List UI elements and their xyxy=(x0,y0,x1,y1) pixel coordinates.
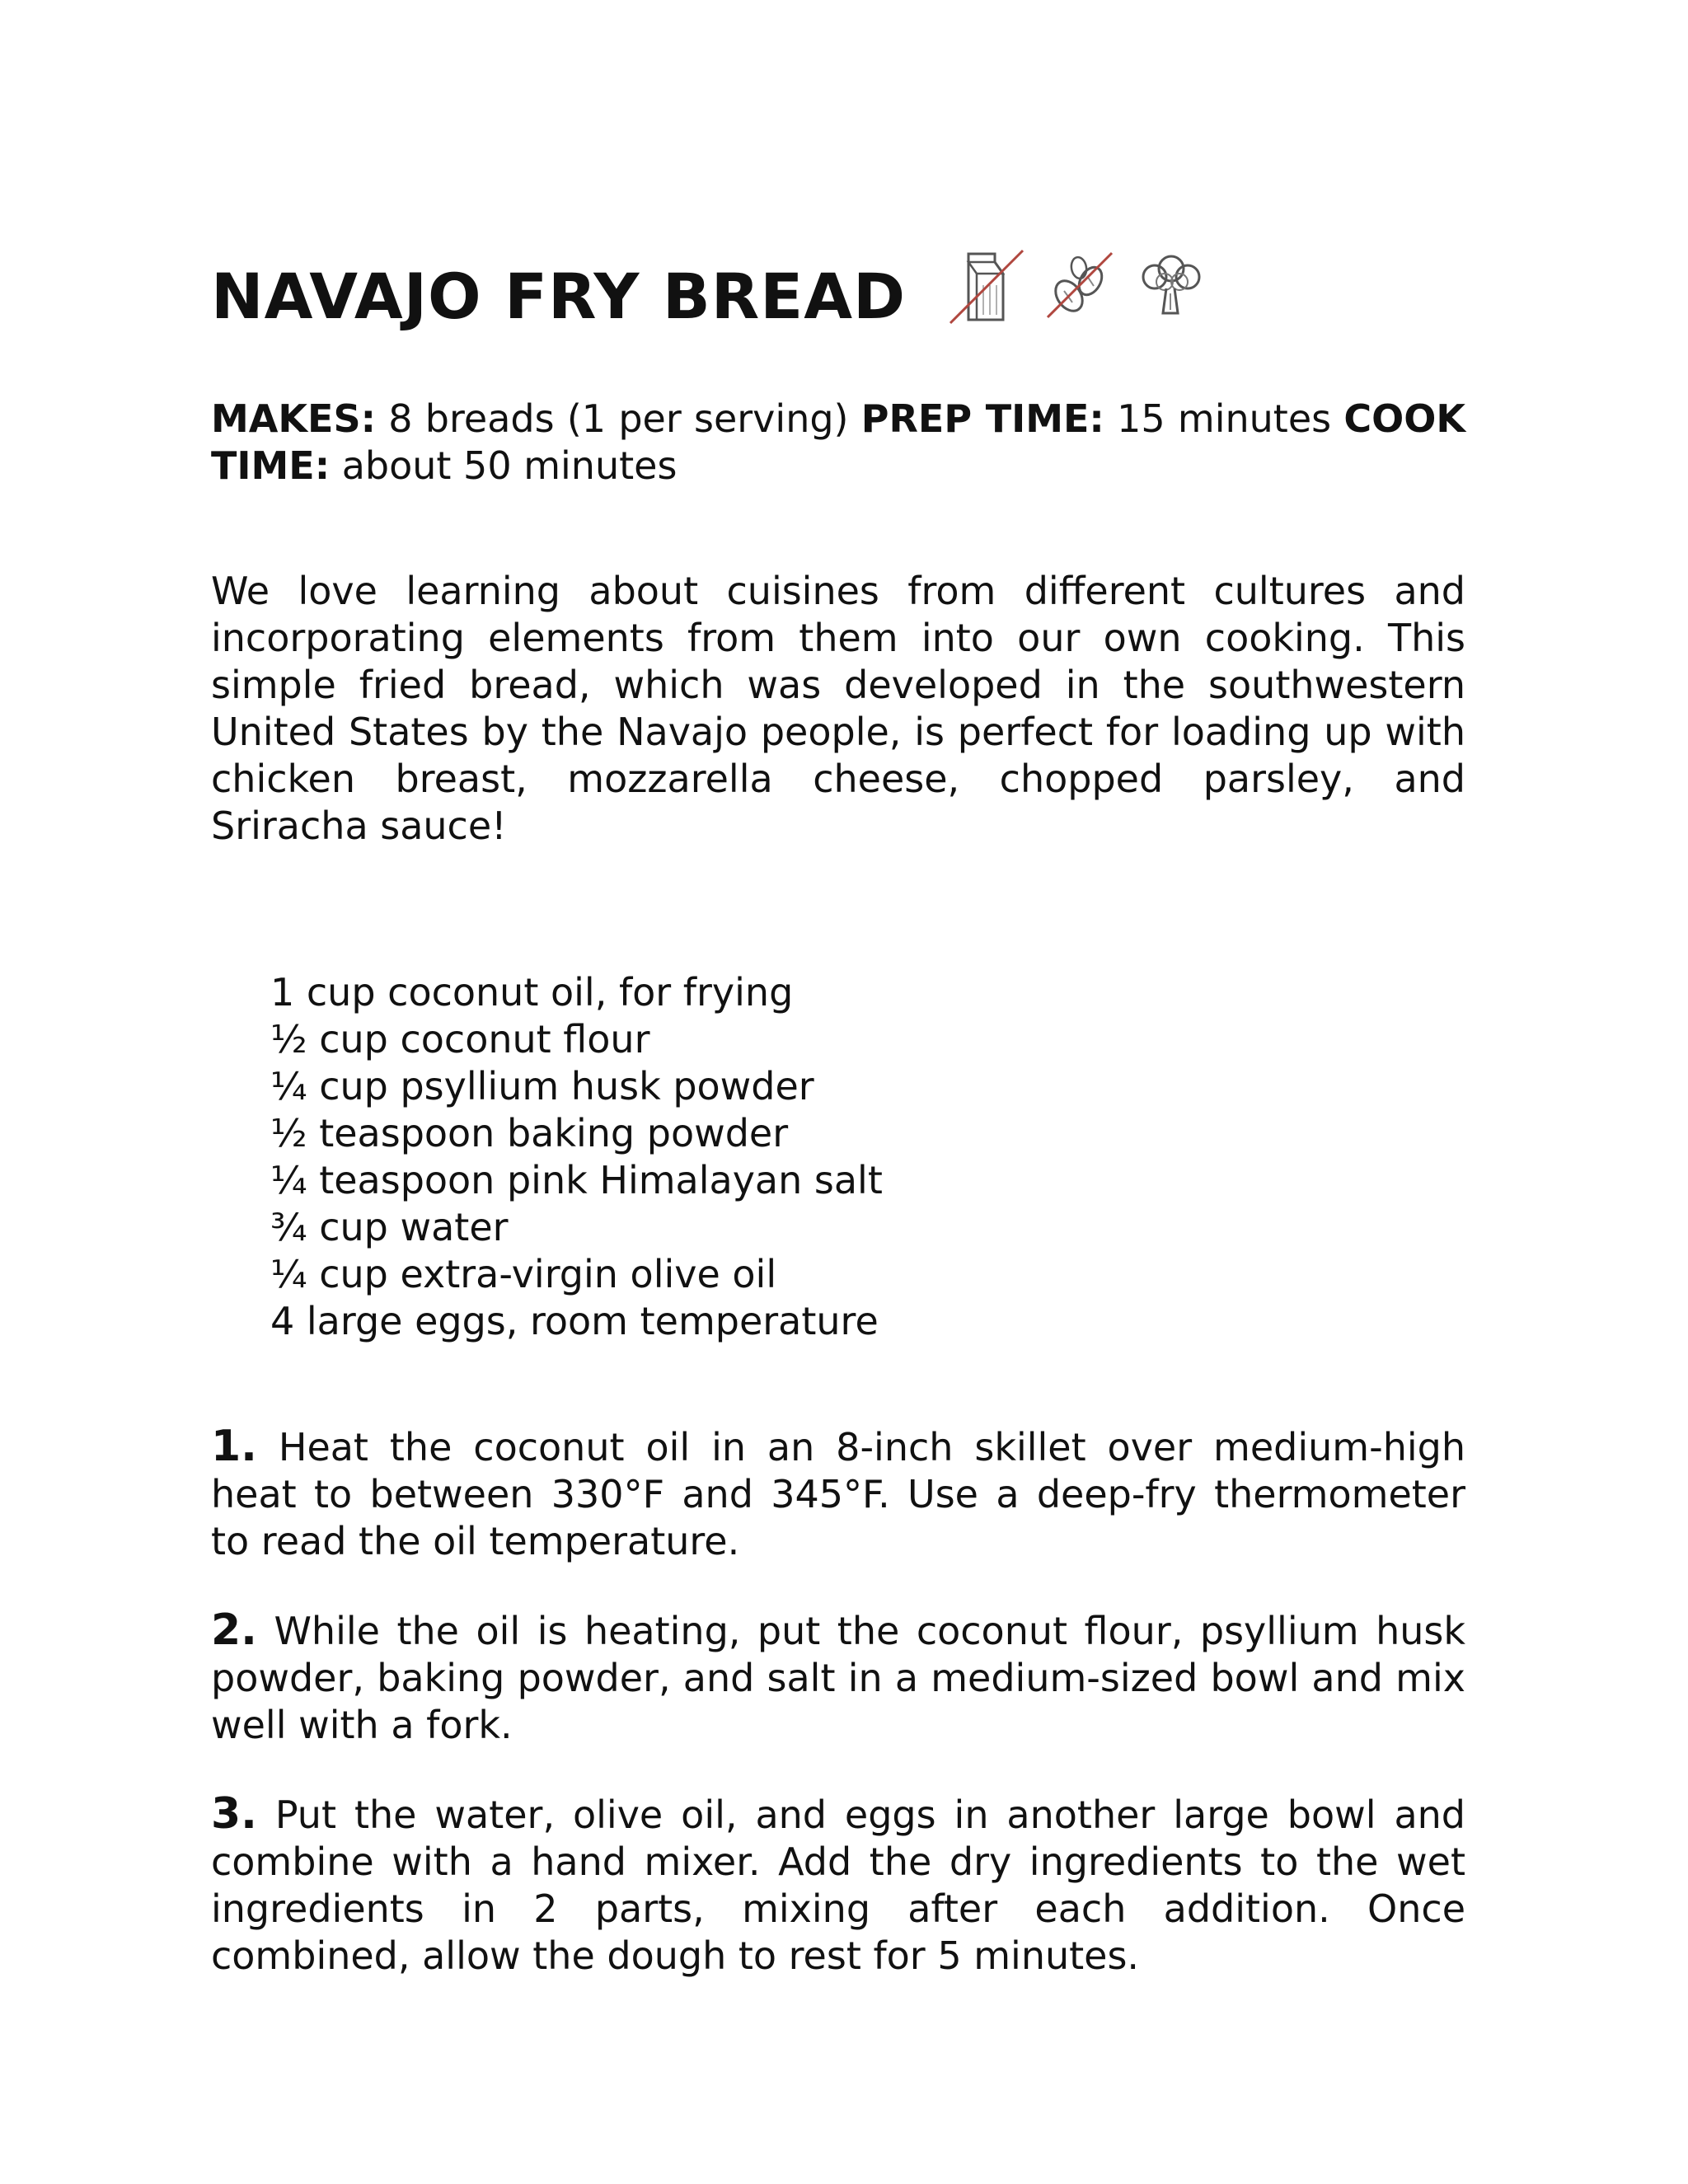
makes-label: MAKES: xyxy=(211,396,376,441)
instruction-step xyxy=(211,1423,1465,1565)
ingredients-list xyxy=(270,969,1465,1345)
ingredient-item: ¾ cup water xyxy=(270,1205,509,1249)
makes-value: 8 breads (1 per serving) xyxy=(375,396,861,441)
no-dairy-icon xyxy=(944,244,1026,326)
cook-time-label: COOK TIME: xyxy=(211,396,1465,488)
step-text: Put the water, olive oil, and eggs in another large bowl and combine with a hand mixer. Add the dry ingredients to the wet ingredients in 2 parts, mixing after each addition. Once combined, allow the dough to rest for 5 minutes. xyxy=(211,1793,1465,1978)
ingredient-item: ¼ cup psyllium husk powder xyxy=(270,1064,814,1108)
recipe-intro: We love learning about cuisines from different cultures and incorporating elements from them into our own cooking. This simple fried bread, which was developed in the southwestern United States by the Navajo people, is perfect for loading up with chicken breast, mozzarella cheese, chopped parsley, and Sriracha sauce! xyxy=(211,569,1465,848)
ingredient-item: 4 large eggs, room temperature xyxy=(270,1299,879,1343)
diet-icons xyxy=(944,244,1207,326)
instruction-step xyxy=(211,1791,1465,1980)
recipe-title: NAVAJO FRY BREAD xyxy=(211,260,907,333)
ingredient-item: ¼ cup extra-virgin olive oil xyxy=(270,1252,777,1296)
no-nuts-icon xyxy=(1043,248,1117,322)
step-text: Heat the coconut oil in an 8-inch skillet over medium-high heat to between 330°F and 345°F. Use a deep-fry thermometer to read the oil temperature. xyxy=(211,1425,1465,1563)
step-number: 1. xyxy=(211,1422,257,1471)
ingredient-item: ½ teaspoon baking powder xyxy=(270,1111,789,1155)
instructions xyxy=(211,1423,1465,1980)
prep-time-label: PREP TIME: xyxy=(860,396,1104,441)
ingredient-item: 1 cup coconut oil, for frying xyxy=(270,970,794,1015)
instruction-step xyxy=(211,1607,1465,1749)
cook-time-value: about 50 minutes xyxy=(330,443,678,488)
ingredient-item: ¼ teaspoon pink Himalayan salt xyxy=(270,1158,883,1202)
recipe-page xyxy=(211,247,1465,2022)
title-row xyxy=(211,247,1465,346)
step-number: 2. xyxy=(211,1605,257,1655)
recipe-meta xyxy=(211,396,1465,490)
prep-time-value: 15 minutes xyxy=(1104,396,1344,441)
ingredient-item: ½ cup coconut flour xyxy=(270,1017,650,1062)
step-number: 3. xyxy=(211,1789,257,1839)
vegetable-icon xyxy=(1133,252,1207,318)
step-text: While the oil is heating, put the coconut flour, psyllium husk powder, baking powder, and salt in a medium-sized bowl and mix well with a fork. xyxy=(211,1609,1465,1747)
